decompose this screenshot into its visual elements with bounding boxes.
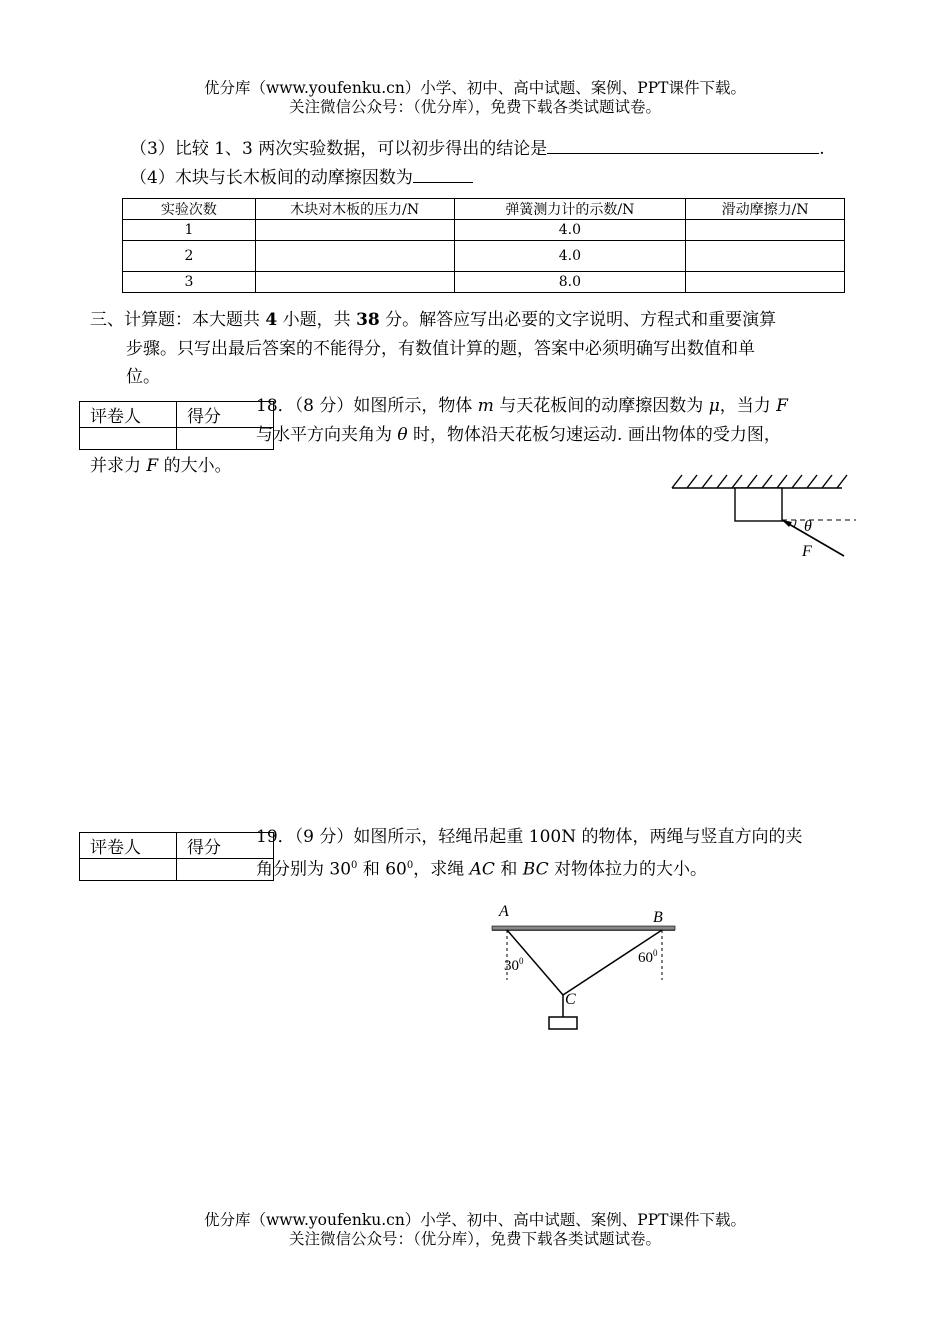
- header-line-2: 关注微信公众号：（优分库），免费下载各类试题试卷。: [288, 98, 661, 116]
- section-3-text: 小题，共: [277, 310, 357, 330]
- table-cell[interactable]: [686, 241, 845, 272]
- force-label: F: [802, 543, 812, 560]
- question-3: [130, 136, 825, 160]
- grader-box-18: [79, 401, 274, 450]
- theta-label: θ: [804, 518, 812, 535]
- footer-line-1: 优分库（www.youfenku.cn）小学、初中、高中试题、案例、PPT课件下载。: [203, 1211, 747, 1229]
- q18-force-symbol: F: [776, 396, 788, 416]
- q18-theta-symbol: θ: [397, 425, 408, 445]
- answer-blank-3[interactable]: [547, 136, 819, 154]
- table-cell: 4.0: [454, 241, 686, 272]
- q19-text: 和: [494, 859, 523, 880]
- q19-text: 角分别为 30: [256, 859, 352, 880]
- table-header: 滑动摩擦力/N: [686, 199, 845, 220]
- q18-text: ，当力: [719, 396, 777, 416]
- question-4: [130, 165, 473, 189]
- table-cell[interactable]: [686, 220, 845, 241]
- section-3-text: 分。解答应写出必要的文字说明、方程式和重要演算: [379, 310, 777, 330]
- angle-60-label: [638, 948, 658, 966]
- question-18-line-3: [90, 455, 232, 477]
- header-line-1: 优分库（www.youfenku.cn）小学、初中、高中试题、案例、PPT课件下载。: [203, 79, 747, 97]
- rope-ac-label: AC: [469, 859, 495, 880]
- point-b-label: B: [653, 909, 663, 926]
- table-cell: 4.0: [454, 220, 686, 241]
- q18-text: 并求力: [90, 456, 147, 476]
- degree-mark: 0: [351, 860, 358, 871]
- question-4-text: （4）木块与长木板间的动摩擦因数为: [130, 168, 413, 188]
- table-row: [123, 241, 845, 272]
- q18-mu-symbol: μ: [708, 396, 720, 416]
- table-cell: 1: [123, 220, 256, 241]
- table-row: [123, 220, 845, 241]
- section-3-heading: [90, 309, 776, 331]
- table-cell[interactable]: [255, 241, 454, 272]
- question-18-line-2: [256, 424, 781, 446]
- angle-60-value: 60: [638, 950, 653, 966]
- q19-text: 和 60: [357, 859, 407, 880]
- q19-text: ，求绳: [413, 859, 470, 880]
- q18-force-symbol: F: [146, 456, 159, 476]
- ceiling-block-figure: [660, 470, 860, 565]
- q18-mass-symbol: m: [477, 396, 494, 416]
- table-cell: 3: [123, 272, 256, 293]
- q18-text: 与天花板间的动摩擦因数为: [493, 396, 709, 416]
- block: [735, 488, 782, 521]
- experiment-table: [122, 198, 845, 293]
- table-header: 实验次数: [123, 199, 256, 220]
- question-3-end: .: [819, 139, 825, 159]
- score-label: 得分: [177, 833, 274, 859]
- point-c-label: C: [565, 991, 576, 1008]
- ceiling-hatching: [492, 926, 675, 930]
- degree-mark: 0: [406, 860, 414, 871]
- section-3-line-2: 步骤。只写出最后答案的不能得分，有数值计算的题，答案中必须明确写出数值和单: [126, 339, 755, 359]
- ceiling-hatching: [672, 475, 847, 488]
- section-3-text: 三、计算题：本大题共: [90, 310, 266, 330]
- angle-30-label: [504, 956, 524, 974]
- section-3-line-3: 位。: [126, 367, 160, 387]
- q18-text: 时，物体沿天花板匀速运动. 画出物体的受力图，: [407, 425, 781, 445]
- table-cell[interactable]: [255, 272, 454, 293]
- reviewer-label: 评卷人: [80, 402, 177, 428]
- q19-text: 对物体拉力的大小。: [548, 859, 707, 880]
- table-row: [123, 272, 845, 293]
- question-count: 4: [265, 310, 278, 330]
- reviewer-cell[interactable]: [80, 428, 177, 450]
- point-a-label: A: [499, 903, 509, 920]
- table-cell: 2: [123, 241, 256, 272]
- table-cell[interactable]: [686, 272, 845, 293]
- table-header: 木块对木板的压力/N: [255, 199, 454, 220]
- weight: [549, 1017, 577, 1029]
- q18-text: 与水平方向夹角为: [256, 425, 398, 445]
- table-cell: 8.0: [454, 272, 686, 293]
- q18-text: 18．（8 分）如图所示，物体: [256, 396, 478, 416]
- reviewer-cell[interactable]: [80, 859, 177, 881]
- q18-text: 的大小。: [158, 456, 232, 476]
- angle-60-degree: 0: [653, 948, 658, 958]
- question-18-line-1: [256, 395, 788, 417]
- table-header-row: [123, 199, 845, 220]
- question-19-line-1: 19．（9 分）如图所示，轻绳吊起重 100N 的物体，两绳与竖直方向的夹: [256, 827, 803, 847]
- score-label: 得分: [177, 402, 274, 428]
- footer-line-2: 关注微信公众号：（优分库），免费下载各类试题试卷。: [288, 1230, 661, 1248]
- angle-30-value: 30: [504, 958, 519, 974]
- total-score: 38: [356, 310, 380, 330]
- reviewer-label: 评卷人: [80, 833, 177, 859]
- grader-box-19: [79, 832, 274, 881]
- table-cell[interactable]: [255, 220, 454, 241]
- hanging-weight-figure: [480, 898, 690, 1038]
- question-19-line-2: [256, 855, 707, 881]
- answer-blank-4[interactable]: [413, 165, 473, 183]
- force-arrowhead: [782, 520, 792, 527]
- rope-bc-label: BC: [522, 859, 549, 880]
- table-header: 弹簧测力计的示数/N: [454, 199, 686, 220]
- question-3-text: （3）比较 1、3 两次实验数据，可以初步得出的结论是: [130, 139, 548, 159]
- angle-30-degree: 0: [519, 956, 524, 966]
- force-line: [782, 520, 844, 556]
- theta-arc: [794, 520, 796, 527]
